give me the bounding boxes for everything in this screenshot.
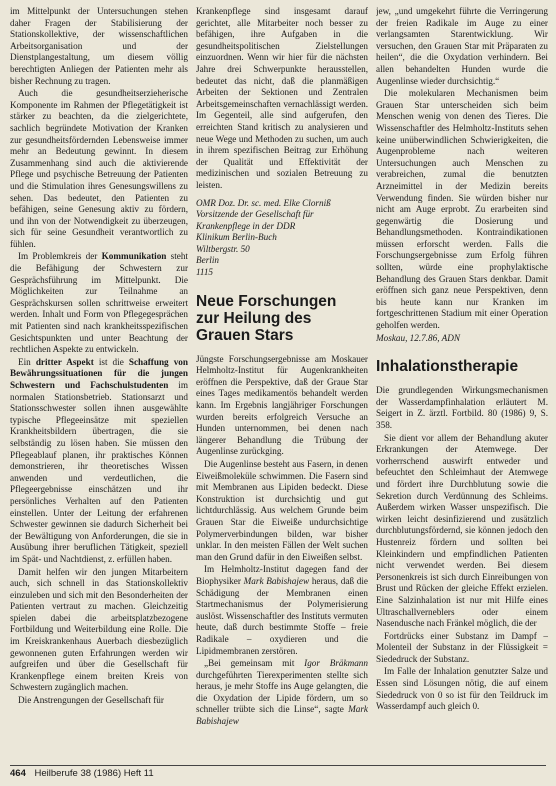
paragraph: Jüngste Forschungsergebnisse am Moskauer Helmholtz-Institut für Augenkrankheiten eröffnen die Perspektive, daß der Graue Star eines Tages medikamentös behandelt werden kann. Im Ergebnis langjähriger Forschungen wurden bereits erfolgreich Versuche an Hunden unternommen, bei denen nach längerer Behandlung die Trübung der Augenlinse zurückging. bbox=[196, 353, 368, 457]
footer-rule bbox=[10, 765, 546, 766]
page-number: 464 bbox=[10, 768, 26, 779]
paragraph: Die molekularen Mechanismen beim Grauen Star unterscheiden sich beim Menschen wenig von denen des Tieres. Die Wissenschaftler des Helmholtz-Instituts sehen keine unüberwindlichen Schwierigkeiten, die Augenprobleme nach weiteren Untersuchungen auch Menschen zu verabreichen, zumal die benutzten Arzneimittel in der Medizin bereits Verwendung finden. Sie würden bisher nur nicht am Auge erprobt. Zu erarbeiten sind gegenwärtig die Dosierung und Behandlungsmethoden. Kontraindikationen müssen erforscht werden. Falls die Forschungsergebnisse zum Erfolg führen sollten, würde eine prophylaktische Behandlung des Grauen Stars denkbar. Damit eröffnen sich ganz neue Perspektiven, denn bis heute kann nur Kranken im fortgeschrittenen Stadium mit einer Operation geholfen werden. bbox=[376, 88, 548, 331]
column-1 bbox=[10, 6, 188, 760]
paragraph: Im Falle der Inhalation genutzter Salze und Essen sind Lösungen nötig, die auf einem Siededruck von 0 so ist für den Teildruck im Wasserdampf auch gleich 0. bbox=[376, 666, 548, 712]
paragraph: Im Problemkreis der Kommunikation steht die Befähigung der Schwestern zur Gesprächsführung im Mittelpunkt. Die Möglichkeiten zur Teilnahme an Gesprächskursen sollen schrittweise erweitert werden. Inhalt und Form von Pflegegesprächen mit Patienten sind nach krankheitsspezifischen Gesichtspunkten und unter Beachtung der rechtlichen Aspekte zu entwickeln. bbox=[10, 251, 188, 355]
paragraph: Die Augenlinse besteht aus Fasern, in denen Eiweißmoleküle schwimmen. Die Fasern sind mit Membranen aus Lipiden bedeckt. Diese Konstruktion ist durchsichtig und gut lichtdurchlässig. Aus welchem Grunde beim Grauen Star die Eiweiße undurchsichtige Polymerverbindungen bilden, war bisher unklar. In den meisten Fällen der Welt suchen man den Grund dafür in den Eiweißen selbst. bbox=[196, 459, 368, 562]
paragraph: Fortdrücks einer Substanz im Dampf – Molenteil der Substanz in der Flüssigkeit = Siededruck der Substanz. bbox=[376, 630, 548, 664]
paragraph: im Mittelpunkt der Untersuchungen stehen daher Fragen der Stabilisierung der Stationskollektive, der wissenschaftlichen Arbeitsorganisation und der Dienstplangestaltung, um diesem völlig berechtigten Anliegen der Patienten mehr als bisher Rechnung zu tragen. bbox=[10, 6, 188, 86]
paragraph: Ein dritter Aspekt ist die Schaffung von Bewährungssituationen für die jungen Schwestern und Fachschulstudenten im normalen Stationsbetrieb. Stationsarzt und Stationsschwester sollen ihnen ausgewählte typische Pflegeeinsätze mit speziellen Krankheitsbildern übertragen, die sie selbständig zu lösen haben. Sie müssen den Pflegeablauf planen, ihr praktisches Können demonstrieren, ihr theoretisches Wissen anwenden und verdeutlichen, die Pflegeergebnisse einschätzen und ihr persönliches Verhalten auf den Patienten einstellen. Unter der Leitung der erfahrenen Schwester gewinnen sie dadurch Sicherheit bei der Bewältigung von Anforderungen, die sie in Ausübung ihrer beruflichen Tätigkeit, speziell im Spät- und Nachtdienst, z. erfüllen haben. bbox=[10, 356, 188, 564]
paragraph: jew, „und umgekehrt führte die Verringerung der freien Radikale im Auge zu einer verlangsamten Starentwicklung. Wir versuchen, den Grauen Star mit Präparaten zu heilen“, die die Oxydation verhindern. Bei allen behandelten Hunden wurde die Augenlinse wieder durchsichtig.“ bbox=[376, 6, 548, 86]
article-heading: Inhalationstherapie bbox=[376, 358, 519, 376]
column-3 bbox=[376, 6, 548, 760]
journal-reference: Heilberufe 38 (1986) Heft 11 bbox=[34, 768, 154, 779]
paragraph: Damit helfen wir den jungen Mitarbeitern auch, sich schnell in das Stationskollektiv einzuleben und sich mit den Besonderheiten der Patienten vertraut zu machen. Gleichzeitig spielen dabei die arbeitsplatzbezogene Fortbildung und Weiterbildung eine Rolle. Die im Kreiskrankenhaus Auerbach diesbezüglich gewonnenen guten Erfahrungen werden wir aufgreifen und über die Gesellschaft für Krankenpflege einem breiten Kreis von Schwestern zugänglich machen. bbox=[10, 566, 188, 693]
paragraph: Die Anstrengungen der Gesellschaft für bbox=[18, 695, 164, 706]
paragraph: „Bei gemeinsam mit Igor Bräkmann durchgeführten Tierexperimenten stellte sich heraus, je mehr Stoffe ins Auge gelangten, die die Oxydation der Lipide fördern, um so schneller trübte sich die Linse“, sagte Mark Babishajew bbox=[196, 658, 368, 727]
paragraph: Sie dient vor allem der Behandlung akuter Erkrankungen der Atemwege. Der vorherrschend auswirft entweder und befeuchtet den Schleimhaut der Atemwege und fördert ihre Durchblutung sowie die Sekretion durch Verdünnung des Schleims. Außerdem wirken Wasser unspezifisch. Die wirken leicht desinfizierend und zusätzlich durchblutungsfördernd, sie können jedoch den Hustenreiz fördern und sollten bei Kleinkindern und empfindlichen Patienten nicht verwendet werden. Bei diesem Personenkreis ist sich durch Einreibungen von Brust und Rücken der gleiche Effekt erzielen. Eine Salzinhalation ist nur mit Hilfe eines Ultraschallverneblers oder einem Nasendusche nach Fränkel möglich, die der bbox=[376, 432, 548, 629]
article-heading: Neue Forschungen zur Heilung des Grauen Stars bbox=[196, 292, 337, 344]
source-line: Moskau, 12.7.86, ADN bbox=[376, 332, 461, 343]
paragraph: Krankenpflege sind insgesamt darauf gerichtet, alle Mitarbeiter noch besser zu befähigen, ihre Aufgaben in die gesundheitspolitischen Zielstellungen einzuordnen. Wenn wir hier für die nächsten Jahre drei Schwerpunkte herausstellen, bedeutet das nicht, daß die planmäßigen Arbeiten der Sektionen und Zentralen Arbeitsgemeinschaften vernachlässigt werden. Im Gegenteil, alle sind aufgerufen, den erreichten Stand kritisch zu analysieren und neue Wege und Methoden zu suchen, um auch in ihrem spezifischen Beitrag zur Erhöhung der Qualität und Effektivität der medizinischen und sozialen Betreuung zu leisten. bbox=[196, 6, 368, 190]
author-signature: OMR Doz. Dr. sc. med. Elke Clorniß Vorsitzende der Gesellschaft für Krankenpflege in der DDR Klinikum Berlin-Buch Wiltbergstr. 50 Berlin 1115 bbox=[196, 197, 331, 278]
bold-term: Kommunikation bbox=[101, 251, 167, 262]
paragraph: Die grundlegenden Wirkungsmechanismen der Wasserdampfinhalation erläutert M. Seigert in Z. ärztl. Fortbild. 80 (1986) 9, S. 358. bbox=[376, 385, 548, 430]
page-footer bbox=[10, 768, 546, 780]
paragraph: Auch die gesundheitserzieherische Komponente im Rahmen der Pflegetätigkeit ist stärker zu beachten, da die zielgerichtete, sachlich begründete Motivation der Kranken zur gesundheitsfördernden Lebensweise immer mehr an Bedeutung gewinnt. In diesem Zusammenhang sind auch die aktivierende Pflege und psychische Betreuung der Patienten und die Stimulation ihres Genesungswillens zu sehen. Das bedeutet, den Patienten zu befähigen, seine Genesung aktiv zu fördern, und ihn von der Notwendigkeit zu überzeugen, sich für seine Gesundheit verantwortlich zu fühlen. bbox=[10, 88, 188, 249]
paragraph: Im Helmholtz-Institut dagegen fand der Biophysiker Mark Babishajew heraus, daß die Schädigung der Membranen einen Startmechanismus der Polymerisierung auslöst. Wissenschaftler des Instituts vermuten heute, daß durch bestimmte Stoffe – freie Radikale – oxydieren und die Lipidmembranen zerstören. bbox=[196, 564, 368, 656]
column-2 bbox=[196, 6, 368, 760]
